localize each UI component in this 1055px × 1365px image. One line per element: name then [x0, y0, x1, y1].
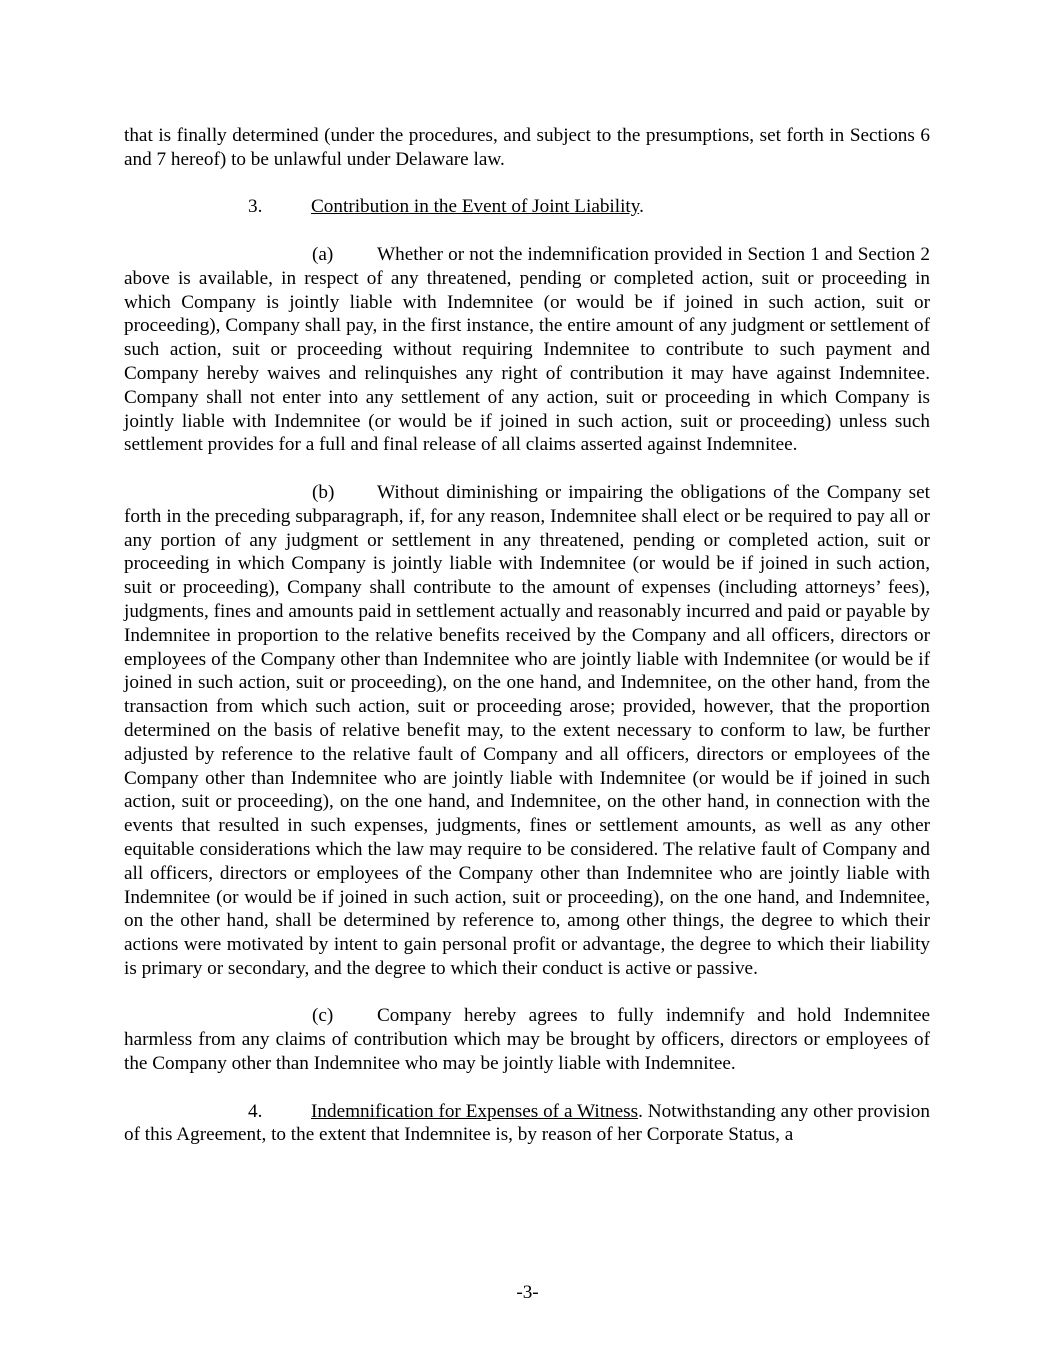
page-number: -3- — [516, 1282, 539, 1303]
paragraph-c-text: Company hereby agrees to fully indemnify and hold Indemnitee harmless from any claims of contribution which may be brought by officers, directors or employees of the Company other than Indemnitee who may be jointly liable with Indemnitee. — [124, 1005, 930, 1075]
paragraph-b-text: Without diminishing or impairing the obligations of the Company set forth in the preceding subparagraph, if, for any reason, Indemnitee shall elect or be required to pay all or any portion of any judgment or settlement in any threatened, pending or completed action, suit or proceeding in which Company is jointly liable with Indemnitee (or would be if joined in such action, suit or proceeding), Company shall contribute to the amount of expenses (including attorneys’ fees), judgments, fines and amounts paid in settlement actually and reasonably incurred and paid or payable by Indemnitee in proportion to the relative benefits received by the Company and all officers, directors or employees of the Company other than Indemnitee who are jointly liable with Indemnitee (or would be if joined in such action, suit or proceeding), on the one hand, and Indemnitee, on the other hand, from the transaction from which such action, suit or proceeding arose; provided, however, that the proportion determined on the basis of relative benefit may, to the extent necessary to conform to law, be further adjusted by reference to the relative fault of Company and all officers, directors or employees of the Company other than Indemnitee who are jointly liable with Indemnitee (or would be if joined in such action, suit or proceeding), on the one hand, and Indemnitee, on the other hand, in connection with the events that resulted in such expenses, judgments, fines or settlement amounts, as well as any other equitable considerations which the law may require to be considered. The relative fault of Company and all officers, directors or employees of the Company other than Indemnitee who are jointly liable with Indemnitee (or would be if joined in such action, suit or proceeding), on the one hand, and Indemnitee, on the other hand, shall be determined by reference to, among other things, the degree to which their actions were motivated by intent to gain personal profit or advantage, the degree to which their liability is primary or secondary, and the degree to which their conduct is active or passive. — [124, 481, 930, 979]
paragraph-c-label: (c) — [312, 1005, 334, 1027]
section-3-title-period: . — [639, 196, 644, 218]
paragraph-a-label: (a) — [312, 243, 334, 265]
section-3-title: Contribution in the Event of Joint Liability — [311, 196, 640, 218]
paragraph-c — [124, 1004, 930, 1075]
paragraph-a — [124, 243, 930, 457]
intro-paragraph: that is finally determined (under the procedures, and subject to the presumptions, set forth in Sections 6 and 7 hereof) to be unlawful under Delaware law. — [124, 125, 930, 170]
section-3-heading — [124, 195, 930, 219]
section-4-number: 4. — [248, 1100, 263, 1122]
paragraph-b-label: (b) — [312, 481, 335, 503]
paragraph-b — [124, 481, 930, 981]
section-3-number: 3. — [248, 196, 263, 218]
document-page — [124, 124, 930, 1147]
paragraph-a-text: Whether or not the indemnification provided in Section 1 and Section 2 above is available, in respect of any threatened, pending or completed action, suit or proceeding in which Company is jointly liable with Indemnitee (or would be if joined in such action, suit or proceeding), Company shall pay, in the first instance, the entire amount of any judgment or settlement of such action, suit or proceeding without requiring Indemnitee to contribute to such payment and Company hereby waives and relinquishes any right of contribution it may have against Indemnitee. Company shall not enter into any settlement of any action, suit or proceeding in which Company is jointly liable with Indemnitee (or would be if joined in such action, suit or proceeding) unless such settlement provides for a full and final release of all claims asserted against Indemnitee. — [124, 243, 930, 456]
section-4-title: Indemnification for Expenses of a Witness — [311, 1100, 639, 1122]
section-4-text: . Notwithstanding any other provision of this Agreement, to the extent that Indemnitee is, by reason of her Corporate Status, a — [124, 1100, 930, 1146]
section-4-paragraph — [124, 1100, 930, 1148]
